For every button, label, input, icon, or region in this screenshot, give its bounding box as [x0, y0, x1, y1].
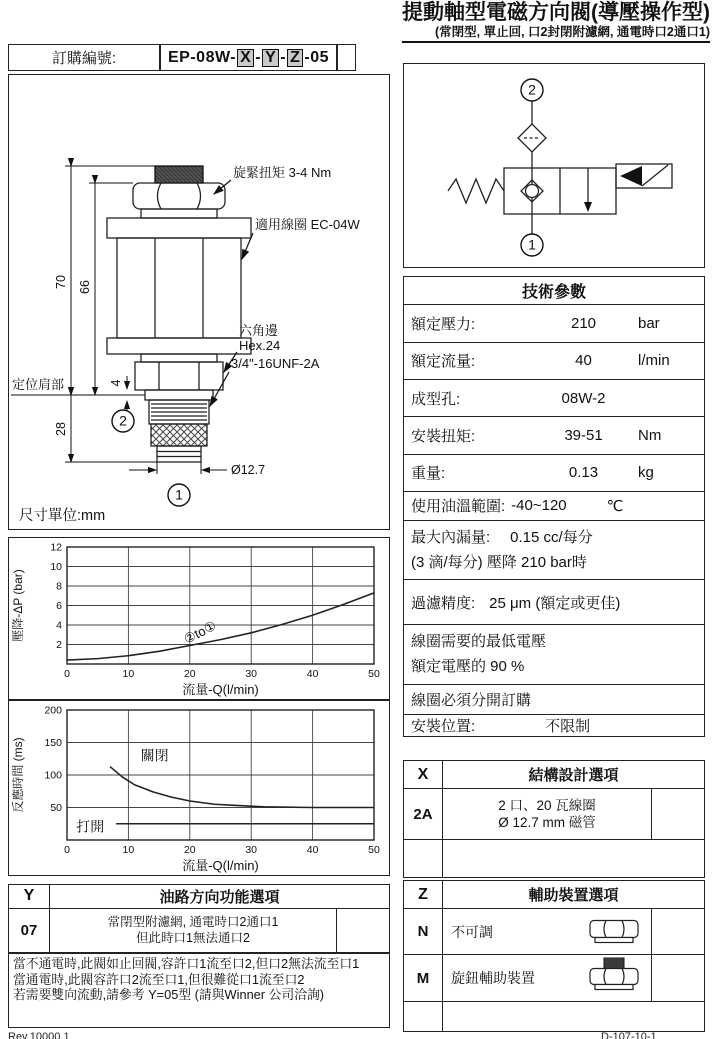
table-row: [404, 625, 704, 685]
x-row-line1: 2 口、20 瓦線圈: [498, 798, 596, 813]
shoulder-label: 定位肩部: [12, 377, 65, 392]
svg-text:4: 4: [56, 619, 62, 632]
z-row-code: N: [404, 909, 443, 954]
table-row: [404, 380, 704, 417]
pressure-drop-chart-box: [8, 537, 390, 700]
valve-drawing-box: [8, 74, 390, 530]
footnote-line3: 若需要雙向流動,請參考 Y=05型 (請與Winner 公司洽詢): [13, 987, 325, 1002]
x-row-line2: Ø 12.7 mm 磁管: [498, 815, 596, 830]
x-empty-desc: [443, 840, 704, 877]
coil-order-note: 線圈必須分開訂購: [411, 691, 532, 709]
drawing-port-2: [112, 410, 134, 432]
thread-label: 3/4"-16UNF-2A: [231, 356, 320, 371]
page-title: 提動軸型電磁方向閥(導壓操作型): [402, 1, 710, 24]
x-title: 結構設計選項: [528, 767, 619, 784]
param-unit: Nm: [638, 427, 662, 445]
svg-text:0: 0: [64, 844, 70, 856]
order-code-sep: -: [280, 48, 287, 66]
svg-text:8: 8: [56, 580, 62, 593]
order-code-prefix: EP-08W-: [168, 48, 237, 66]
y-row-code: 07: [9, 909, 50, 952]
table-row: [404, 909, 704, 955]
z-empty-desc: [443, 1002, 704, 1031]
z-row-desc: [443, 955, 651, 1001]
footnote-line2: 當通電時,此閥容許口2流至口1,但很難從口1流至口2: [13, 971, 305, 987]
z-options-header: [404, 881, 704, 909]
svg-text:關閉: 關閉: [140, 747, 169, 764]
z-row-label: 旋鈕輔助裝置: [451, 970, 535, 986]
table-row: [404, 521, 704, 581]
drawing-port-1: [168, 484, 190, 506]
x-options-table: [403, 760, 705, 878]
dim-70: 70: [54, 275, 68, 289]
order-number-code: [159, 45, 338, 70]
svg-text:2: 2: [119, 412, 127, 429]
param-value: 08W-2: [561, 389, 606, 407]
max-leak-line1: [404, 525, 593, 550]
nut-icon: [587, 914, 641, 949]
svg-text:50: 50: [368, 668, 380, 680]
hex-label-cn: 六角邊: [239, 323, 279, 338]
max-leak-note: (3 滴/每分) 壓降 210 bar時: [411, 553, 587, 571]
x-options-header: [404, 761, 704, 789]
title-block: [402, 1, 710, 43]
dimension-unit-label: 尺寸單位:mm: [19, 508, 106, 524]
document-number: D-107-10-1: [601, 1031, 657, 1039]
svg-text:2: 2: [528, 81, 536, 98]
y-row-line1: 常閉型附濾網, 通電時口2通口1: [107, 915, 279, 930]
param-unit: l/min: [638, 352, 670, 370]
z-row-desc: [443, 909, 651, 954]
min-voltage-line2: 額定電壓的 90 %: [411, 658, 525, 676]
z-row-code: M: [404, 955, 443, 1001]
z-row-label: 不可調: [451, 923, 493, 940]
param-value: -40~120: [511, 497, 567, 515]
dim-66: 66: [78, 280, 92, 294]
y-code: Y: [9, 885, 50, 908]
y-row-line2: 但此時口1無法通口2: [136, 931, 250, 946]
order-number-label: 訂購編號:: [51, 50, 117, 67]
svg-text:20: 20: [183, 844, 196, 856]
table-row-empty: [404, 1002, 704, 1031]
hydraulic-symbol: [404, 64, 703, 266]
response-time-chart-box: [8, 700, 390, 876]
svg-text:20: 20: [183, 668, 196, 680]
svg-text:100: 100: [44, 769, 62, 782]
param-value: 0.15 cc/每分: [510, 528, 593, 546]
order-box-filler: [338, 45, 355, 70]
param-value: 不限制: [545, 717, 591, 735]
svg-text:30: 30: [245, 844, 258, 856]
drawing-labels: [12, 165, 360, 524]
svg-text:1: 1: [175, 486, 183, 503]
x-code: X: [404, 761, 443, 788]
svg-text:10: 10: [122, 844, 135, 856]
x-row-endcol: [651, 789, 704, 839]
svg-text:12: 12: [50, 541, 62, 554]
coil-label: 適用線圈 EC-04W: [255, 217, 360, 232]
svg-text:10: 10: [122, 668, 135, 680]
page-subtitle: (常閉型, 單止回, 口2封閉附濾網, 通電時口2通口1): [402, 25, 710, 43]
symbol-port-1: [521, 234, 543, 256]
param-label: 過濾精度:: [411, 594, 476, 612]
svg-text:反應時間 (ms): 反應時間 (ms): [11, 737, 25, 813]
hydraulic-symbol-box: [403, 63, 705, 268]
param-value: 40: [575, 352, 592, 370]
table-row: [9, 909, 389, 952]
param-label: 安裝位置:: [411, 717, 476, 735]
order-code-z: Z: [287, 49, 303, 67]
revision-number: Rev.10000.1: [8, 1031, 70, 1039]
svg-text:200: 200: [44, 704, 62, 717]
z-code: Z: [404, 881, 443, 908]
valve-drawing: [9, 75, 388, 528]
param-unit: bar: [638, 315, 660, 333]
table-row: [404, 305, 704, 342]
knob-icon: [587, 958, 641, 999]
y-row-endcol: [336, 909, 389, 952]
tech-params-table: [403, 276, 705, 737]
z-row-endcol: [651, 909, 704, 954]
param-label: 額定壓力:: [411, 316, 476, 334]
table-row: [404, 492, 704, 520]
param-label: 安裝扭矩:: [411, 428, 476, 446]
order-code-y: Y: [262, 49, 279, 67]
svg-text:40: 40: [306, 668, 319, 680]
footnote-box: [8, 953, 390, 1028]
table-row: [404, 685, 704, 715]
x-empty-code: [404, 840, 443, 877]
y-options-header: [9, 885, 389, 909]
x-row-desc: [443, 789, 651, 839]
order-code-x: X: [237, 49, 254, 67]
param-value: 210: [570, 315, 597, 333]
svg-text:10: 10: [50, 561, 62, 573]
torque-label: 旋緊扭矩 3-4 Nm: [233, 165, 332, 180]
svg-text:50: 50: [368, 844, 380, 856]
y-row-desc: [50, 909, 336, 952]
z-row-endcol: [651, 955, 704, 1001]
svg-text:打開: 打開: [76, 818, 105, 835]
table-row: [404, 580, 704, 624]
param-label: 成型孔:: [411, 390, 461, 408]
table-row: [404, 455, 704, 492]
table-row: [404, 789, 704, 840]
param-unit: ℃: [606, 497, 624, 515]
tech-params-header: 技術參數: [404, 277, 704, 305]
dim-diameter: Ø12.7: [231, 463, 266, 477]
order-number-box: [8, 44, 356, 71]
footnote-line1: 當不通電時,此閥如止回閥,容許口1流至口2,但口2無法流至口1: [13, 956, 360, 971]
table-row: [404, 715, 704, 736]
param-value: 25 μm (額定或更佳): [489, 594, 621, 612]
x-row-code: 2A: [404, 789, 443, 839]
z-title: 輔助裝置選項: [528, 887, 619, 904]
svg-text:2: 2: [56, 639, 62, 651]
dim-28: 28: [54, 422, 68, 436]
param-label: 最大內漏量:: [411, 528, 491, 546]
svg-text:0: 0: [64, 668, 70, 680]
svg-text:壓降-ΔP (bar): 壓降-ΔP (bar): [11, 569, 25, 642]
param-value: 0.13: [568, 464, 599, 482]
svg-text:30: 30: [245, 668, 258, 680]
table-row: [404, 343, 704, 380]
svg-text:流量-Q(l/min): 流量-Q(l/min): [182, 682, 259, 697]
svg-text:50: 50: [50, 802, 62, 814]
min-voltage-line1: 線圈需要的最低電壓: [411, 633, 547, 651]
svg-text:1: 1: [528, 236, 536, 253]
param-value: 39-51: [564, 427, 603, 445]
order-code-sep: -: [255, 48, 262, 66]
svg-text:40: 40: [306, 844, 319, 856]
param-label: 額定流量:: [411, 353, 476, 371]
response-time-chart: [9, 701, 388, 874]
table-row: [404, 417, 704, 454]
param-label: 重量:: [411, 465, 446, 483]
hex-label-en: Hex.24: [239, 338, 281, 353]
param-unit: kg: [638, 464, 654, 482]
svg-text:150: 150: [44, 737, 62, 749]
symbol-port-2: [521, 79, 543, 101]
y-options-table: [8, 884, 390, 953]
param-label: 使用油溫範圍:: [411, 498, 506, 516]
dim-4: 4: [109, 379, 123, 387]
z-empty-code: [404, 1002, 443, 1031]
svg-text:流量-Q(l/min): 流量-Q(l/min): [182, 858, 259, 873]
svg-text:②to①: ②to①: [181, 617, 219, 647]
z-options-table: [403, 880, 705, 1032]
table-row: [404, 955, 704, 1002]
order-code-suffix: -05: [304, 48, 329, 66]
table-row-empty: [404, 840, 704, 877]
svg-text:6: 6: [56, 600, 62, 612]
y-title: 油路方向功能選項: [159, 888, 280, 906]
pressure-drop-chart: [9, 538, 388, 698]
